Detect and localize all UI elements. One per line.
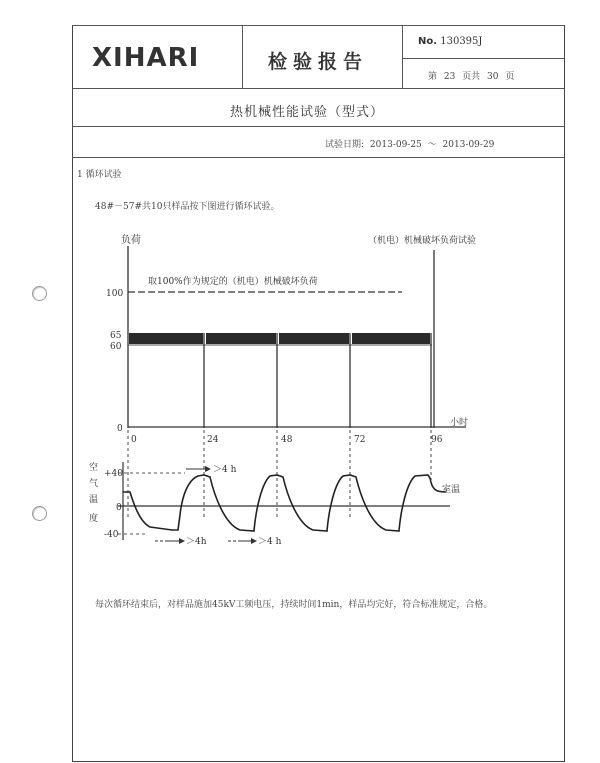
y-tick-65: 65 — [110, 331, 122, 341]
x-unit: 小时 — [450, 418, 469, 428]
load-band-2 — [206, 333, 276, 344]
x-tick-48: 48 — [281, 435, 293, 445]
page-info: 第 23 页共 30 页 — [428, 72, 515, 82]
room-temp-label: 室温 — [442, 485, 461, 495]
x-tick-72: 72 — [354, 435, 366, 445]
section-heading: 1 循环试验 — [77, 170, 122, 180]
load-band-4 — [352, 333, 430, 344]
temperature-curve — [123, 475, 446, 531]
x-tick-96: 96 — [431, 435, 443, 445]
temp-axis-char-3: 温 — [89, 495, 99, 505]
report-title: 检验报告 — [268, 51, 369, 73]
temp-axis-char-2: 气 — [89, 479, 99, 489]
hold-bottom-2-label: ＞4 h — [258, 537, 282, 547]
report-number-value: 130395J — [440, 36, 483, 47]
temp-tick-0: 0 — [116, 503, 122, 513]
report-number-label: No. — [418, 36, 438, 47]
company-logo: XIHARI — [92, 43, 200, 73]
test-dates: 试验日期: 2013-09-25 ～ 2013-09-29 — [325, 140, 495, 150]
y-tick-60: 60 — [110, 342, 122, 352]
x-tick-24: 24 — [207, 435, 219, 445]
temp-tick-minus40: -40 — [104, 530, 119, 540]
x-tick-0: 0 — [131, 435, 137, 445]
top-right-label: （机电）机械破坏负荷试验 — [368, 236, 477, 246]
temp-tick-plus40: +40 — [104, 469, 123, 479]
load-axis-label: 负荷 — [121, 235, 141, 246]
load-band-1 — [129, 333, 203, 344]
y-tick-100: 100 — [106, 289, 124, 299]
intro-text: 48#－57#共10只样品按下图进行循环试验。 — [95, 202, 280, 212]
hundred-note: 取100%作为规定的（机电）机械破坏负荷 — [148, 277, 318, 287]
test-subtitle: 热机械性能试验（型式） — [230, 105, 385, 120]
hold-bottom-1-label: ＞4h — [186, 537, 207, 547]
temp-axis-char-1: 空 — [89, 463, 99, 473]
result-text: 每次循环结束后，对样品施加45kV工频电压，持续时间1min，样品均完好，符合标准规定，合格。 — [95, 600, 493, 610]
temp-axis-char-4: 度 — [89, 514, 99, 524]
y-tick-0: 0 — [117, 424, 123, 434]
load-band-3 — [279, 333, 349, 344]
hold-top-label: ＞4 h — [213, 465, 237, 475]
